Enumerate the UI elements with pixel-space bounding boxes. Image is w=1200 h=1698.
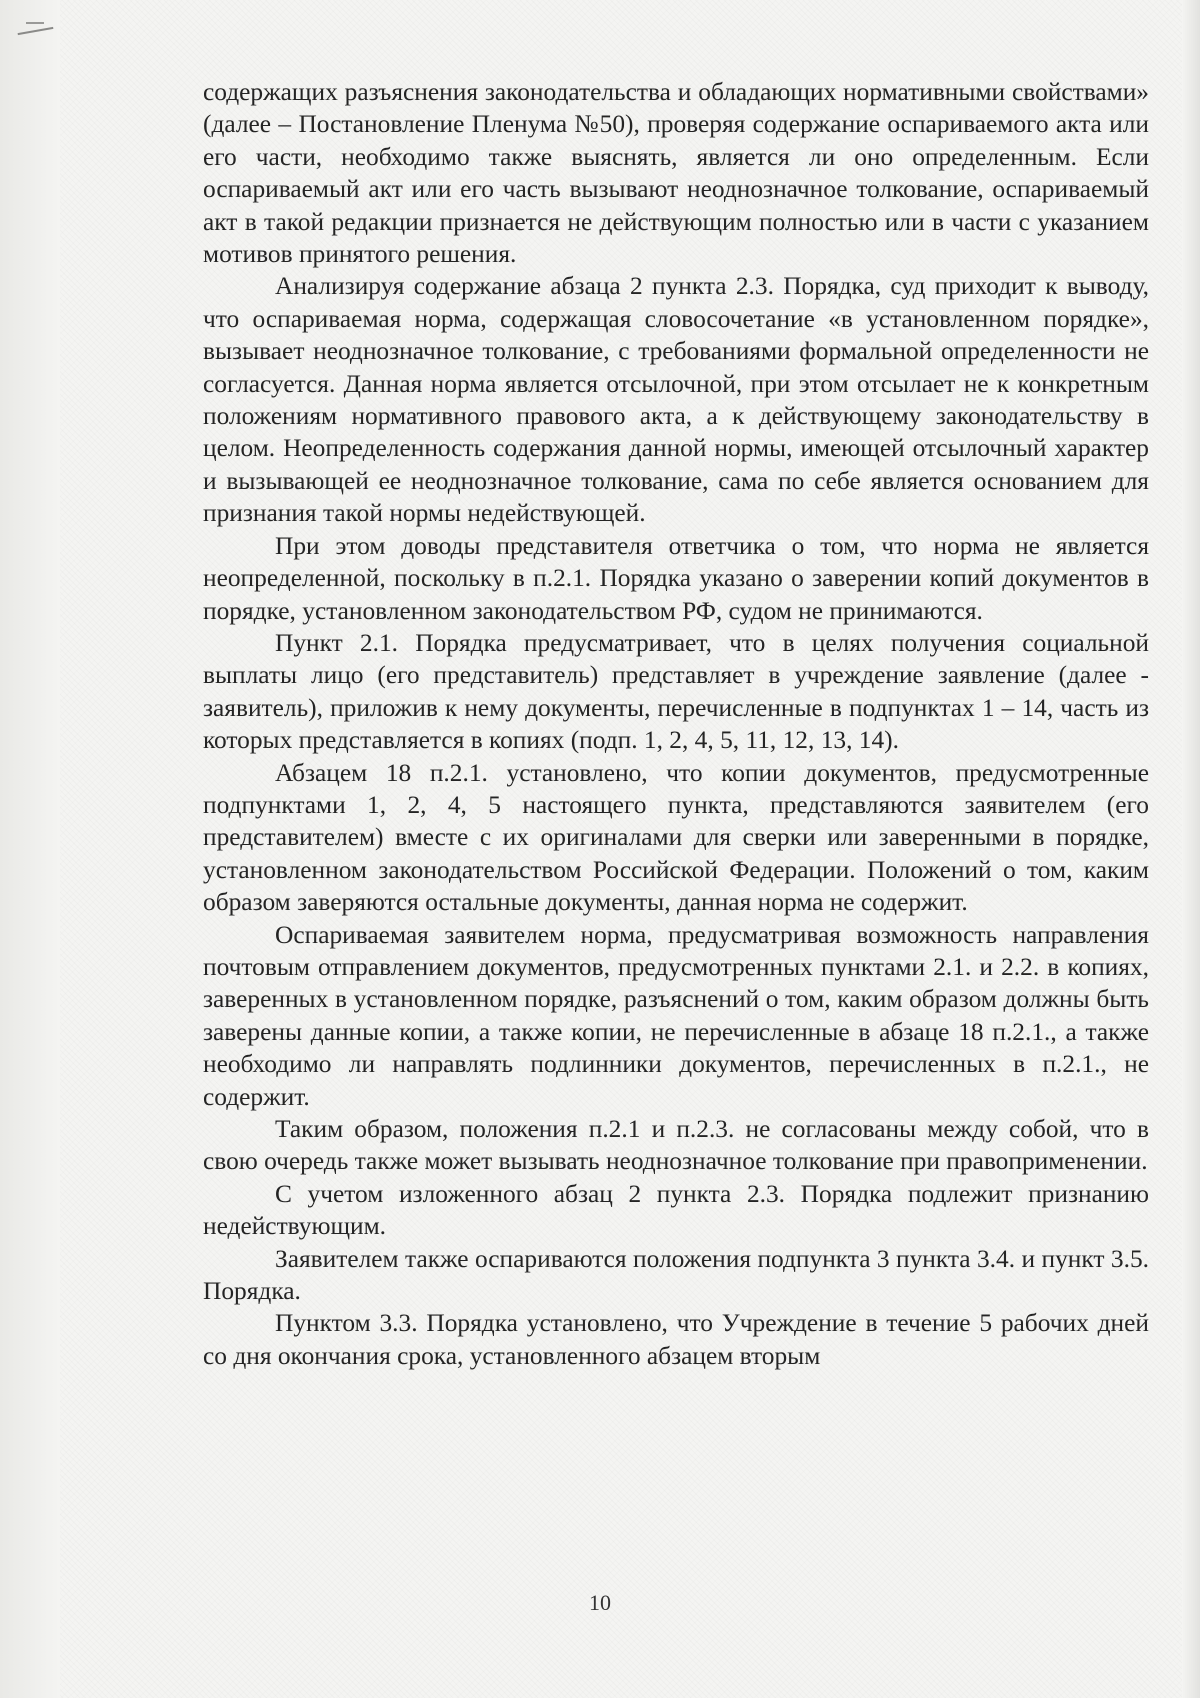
scan-right-edge xyxy=(1182,0,1200,1698)
staple-mark-secondary xyxy=(26,22,44,26)
paragraph: Абзацем 18 п.2.1. установлено, что копии документов, предусмотренные подпунктами 1, 2, 4, 5 настоящего пункта, представляются заявителем (его представителем) вместе с их оригиналами для сверки или заверенными в порядке, установленном законодательством Российской Федерации. Положений о том, каким образом заверяются остальные документы, данная норма не содержит. xyxy=(203,758,1149,917)
paragraph: Пункт 2.1. Порядка предусматривает, что в целях получения социальной выплаты лицо (его представитель) представляет в учреждение заявление (далее - заявитель), приложив к нему документы, перечисленные в подпунктах 1 – 14, часть из которых представляется в копиях (подп. 1, 2, 4, 5, 11, 12, 13, 14). xyxy=(203,628,1149,755)
scan-left-edge xyxy=(0,0,60,1698)
paragraph: Анализируя содержание абзаца 2 пункта 2.3. Порядка, суд приходит к выводу, что оспариваемая норма, содержащая словосочетание «в установленном порядке», вызывает неоднозначное толкование, с требованиями формальной определенности не согласуется. Данная норма является отсылочной, при этом отсылает не к конкретным положениям нормативного правового акта, а к действующему законодательству в целом. Неопределенность содержания данной нормы, имеющей отсылочный характер и вызывающей ее неоднозначное толкование, сама по себе является основанием для признания такой нормы недействующей. xyxy=(203,272,1149,528)
paragraph: Пунктом 3.3. Порядка установлено, что Учреждение в течение 5 рабочих дней со дня окончания срока, установленного абзацем вторым xyxy=(203,1309,1149,1370)
page-number: 10 xyxy=(589,1590,611,1615)
paragraph-continuation: содержащих разъяснения законодательства и обладающих нормативными свойствами» (далее – Постановление Пленума №50), проверяя содержание оспариваемого акта или его части, необходимо также выяснять, является ли оно определенным. Если оспариваемый акт или его часть вызывают неоднозначное толкование, оспариваемый акт в такой редакции признается не действующим полностью или в части с указанием мотивов принятого решения. xyxy=(203,78,1149,269)
document-body xyxy=(203,76,1149,1372)
paragraph: При этом доводы представителя ответчика о том, что норма не является неопределенной, поскольку в п.2.1. Порядка указано о заверении копий документов в порядке, установленном законодательством РФ, судом не принимаются. xyxy=(203,531,1149,625)
paragraph: Оспариваемая заявителем норма, предусматривая возможность направления почтовым отправлением документов, предусмотренных пунктами 2.1. и 2.2. в копиях, заверенных в установленном порядке, разъяснений о том, каким образом должны быть заверены данные копии, а также копии, не перечисленные в абзаце 18 п.2.1., а также необходимо ли направлять подлинники документов, перечисленных в п.2.1., не содержит. xyxy=(203,920,1149,1111)
paragraph: С учетом изложенного абзац 2 пункта 2.3. Порядка подлежит признанию недействующим. xyxy=(203,1179,1149,1241)
paragraph: Заявителем также оспариваются положения подпункта 3 пункта 3.4. и пункт 3.5. Порядка. xyxy=(203,1244,1149,1306)
paragraph: Таким образом, положения п.2.1 и п.2.3. не согласованы между собой, что в свою очередь также может вызывать неоднозначное толкование при правоприменении. xyxy=(203,1115,1149,1176)
